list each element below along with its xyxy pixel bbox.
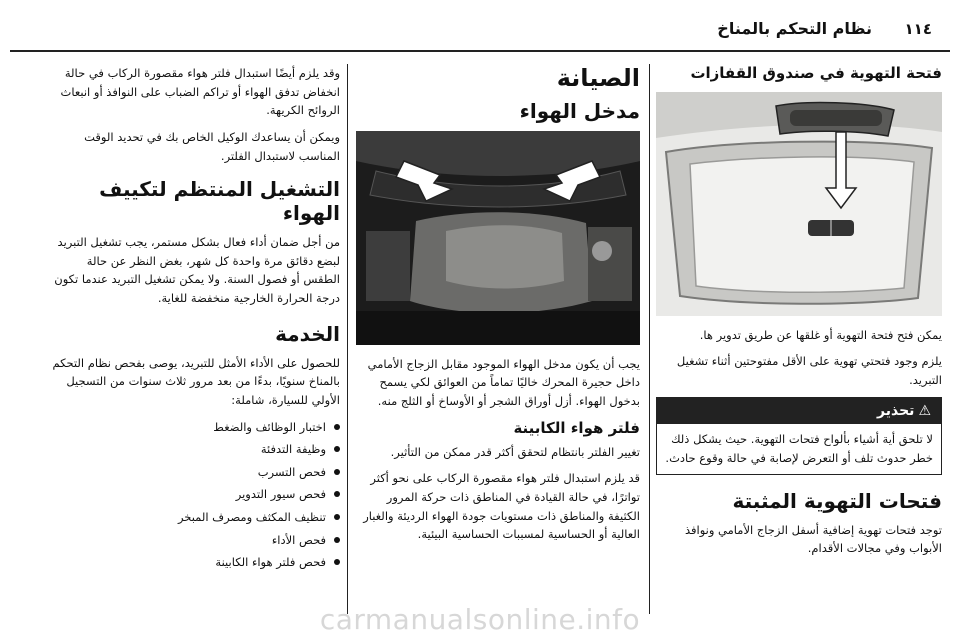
regular-ac-para: من أجل ضمان أداء فعال بشكل مستمر، يجب تشغيل التبريد لبضع دقائق مرة واحدة كل شهر، بغض النظر عن حالة الطقس أو فصول السنة. ولا يمكن تشغيل التبريد عندما تكون درجة الحرارة الخارجية منخفضة للغاية. — [54, 235, 340, 305]
engine-bay-photo — [356, 131, 640, 345]
section-title-regular-ac: التشغيل المنتظم لتكييف الهواء — [99, 177, 340, 226]
subsection-title-cabin-filter: فلتر هواء الكابينة — [513, 418, 640, 437]
column-divider — [649, 64, 650, 614]
header-title: نظام التحكم بالمناخ — [717, 19, 872, 38]
service-para: للحصول على الأداء الأمثل للتبريد، يوصى بفحص نظام التحكم بالمناخ سنويًا، بدءًا من بعد مرور ثلاث سنوات من التسجيل الأولي للسيارة، شاملة: — [52, 355, 340, 407]
warning-body: لا تلحق أية أشياء بألواح فتحات التهوية. حيث يشكل ذلك خطر حدوث تلف أو التعرض لإصابة في حالة وقوع حادث. — [665, 432, 933, 465]
section-title-glovebox-vent: فتحة التهوية في صندوق القفازات — [690, 64, 942, 82]
column-right — [656, 64, 942, 632]
warning-box — [656, 397, 942, 474]
column-left — [50, 64, 340, 632]
page-number: ١١٤ — [904, 20, 932, 38]
glovebox-vent-photo — [656, 92, 942, 316]
cabin-filter-para-3: وقد يلزم أيضًا استبدال فلتر هواء مقصورة الركاب في حالة انخفاض تدفق الهواء أو تراكم الضباب على النوافذ أو انبعاث الروائح الكريهة. — [60, 66, 340, 118]
list-item: فحص الأداء — [50, 531, 340, 550]
watermark: carmanualsonline.info — [319, 603, 641, 636]
section-title-service: الخدمة — [275, 321, 340, 346]
list-item: فحص التسرب — [50, 463, 340, 482]
section-title-fixed-vents: فتحات التهوية المثبتة — [732, 488, 942, 513]
cabin-filter-para-1: تغيير الفلتر بانتظام لتحقق أكثر قدر ممكن من التأثير. — [390, 444, 640, 459]
cabin-filter-para-4: ويمكن أن يساعدك الوكيل الخاص بك في تحديد الوقت المناسب لاستبدال الفلتر. — [84, 129, 340, 163]
section-title-maintenance: الصيانة — [556, 64, 640, 92]
fixed-vents-para: توجد فتحات تهوية إضافية أسفل الزجاج الأمامي ونوافذ الأبواب وفي مجالات الأقدام. — [684, 522, 942, 556]
glovebox-vent-para-1: يمكن فتح فتحة التهوية أو غلقها عن طريق تدوير ها. — [699, 327, 942, 342]
column-divider — [347, 64, 348, 614]
header-rule — [10, 50, 950, 52]
glovebox-vent-illustration — [656, 92, 942, 316]
warning-header — [657, 398, 941, 424]
warning-triangle-icon: ⚠ — [918, 403, 931, 420]
list-item: تنظيف المكثف ومصرف المبخر — [50, 508, 340, 527]
service-checklist — [50, 418, 340, 572]
air-intake-para: يجب أن يكون مدخل الهواء الموجود مقابل الزجاج الأمامي داخل حجيرة المحرك خاليًا تماماً من العوائق لكي يسمح بدخول الهواء. أزل أوراق الشجر أو الأوساخ أو الثلج منه. — [367, 356, 640, 409]
warning-title: تحذير — [877, 403, 915, 420]
list-item: اختبار الوظائف والضغط — [50, 418, 340, 437]
list-item: فحص فلتر هواء الكابينة — [50, 553, 340, 572]
engine-bay-illustration — [356, 131, 640, 345]
cabin-filter-para-2: قد يلزم استبدال فلتر هواء مقصورة الركاب على نحو أكثر تواترًا، في حالة القيادة في المناطق ذات حركة المرور الكثيفة والمناطق ذات مستويات جودة الهواء الرديئة والغبار العالية أو الحساسية لمسببات الحساسية البيئية. — [363, 471, 640, 542]
list-item: فحص سيور التدوير — [50, 485, 340, 504]
glovebox-vent-para-2: يلزم وجود فتحتي تهوية على الأقل مفتوحتين أثناء تشغيل التبريد. — [676, 354, 942, 387]
page-header — [0, 0, 960, 54]
column-middle — [356, 64, 640, 632]
list-item: وظيفة التدفئة — [50, 440, 340, 459]
subsection-title-air-intake: مدخل الهواء — [519, 98, 640, 123]
